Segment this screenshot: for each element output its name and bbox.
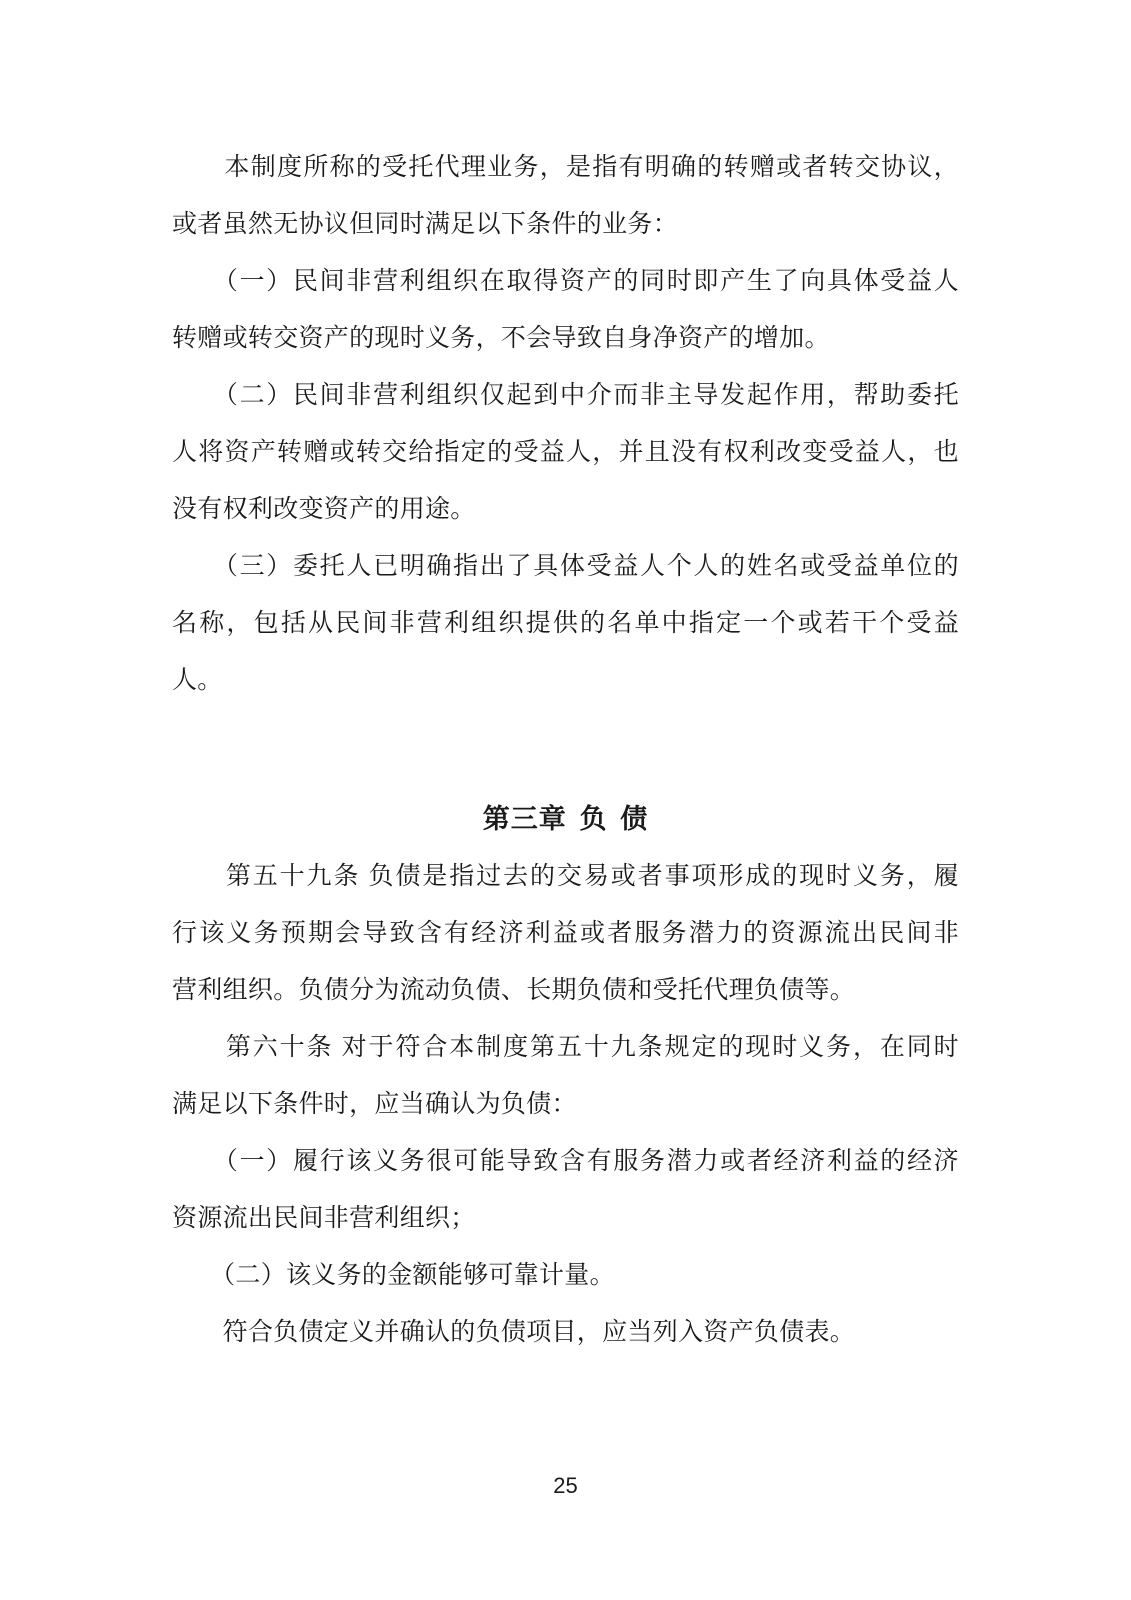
text-line <box>172 1304 959 1361</box>
text-line-content: （三）委托人已明确指出了具体受益人个人的姓名或受益单位的 <box>172 553 961 580</box>
paragraph-block-liabilities <box>172 848 959 1361</box>
text-line <box>172 424 959 481</box>
text-line <box>172 595 959 652</box>
text-line-content: 人将资产转赠或转交给指定的受益人，并且没有权利改变受益人，也 <box>172 439 960 466</box>
text-line <box>172 1019 959 1076</box>
text-line-content: 第六十条 对于符合本制度第五十九条规定的现时义务，在同时 <box>172 1034 961 1061</box>
text-line <box>172 1076 959 1133</box>
text-line-content: 转赠或转交资产的现时义务，不会导致自身净资产的增加。 <box>172 325 830 352</box>
text-line <box>172 538 959 595</box>
document-body <box>172 139 959 1361</box>
text-line-content: （二）该义务的金额能够可靠计量。 <box>172 1262 615 1289</box>
page-number: 25 <box>553 1473 578 1498</box>
text-line-content: （一）民间非营利组织在取得资产的同时即产生了向具体受益人 <box>172 268 961 295</box>
text-line <box>172 367 959 424</box>
text-line-content: 满足以下条件时，应当确认为负债： <box>172 1091 577 1118</box>
text-line-content: 符合负债定义并确认的负债项目，应当列入资产负债表。 <box>172 1319 856 1346</box>
text-line-content: （二）民间非营利组织仅起到中介而非主导发起作用，帮助委托 <box>172 382 961 409</box>
paragraph-block-entrusted-agency <box>172 139 959 709</box>
text-line <box>172 652 959 709</box>
text-line-content: 名称，包括从民间非营利组织提供的名单中指定一个或若干个受益 <box>172 610 961 637</box>
text-line <box>172 1190 959 1247</box>
text-line <box>172 196 959 253</box>
text-line <box>172 253 959 310</box>
text-line <box>172 905 959 962</box>
text-line-content: 第五十九条 负债是指过去的交易或者事项形成的现时义务，履 <box>172 863 961 890</box>
text-line-content: （一）履行该义务很可能导致含有服务潜力或者经济利益的经济 <box>172 1148 961 1175</box>
text-line-content: 没有权利改变资产的用途。 <box>172 496 476 523</box>
text-line-content: 营利组织。负债分为流动负债、长期负债和受托代理负债等。 <box>172 977 856 1004</box>
text-line-content: 行该义务预期会导致含有经济利益或者服务潜力的资源流出民间非 <box>172 920 961 947</box>
text-line-content: 资源流出民间非营利组织； <box>172 1205 476 1232</box>
text-line <box>172 848 959 905</box>
text-line <box>172 1247 959 1304</box>
chapter-heading: 第三章 负 债 <box>482 804 649 834</box>
text-line-content: 人。 <box>172 667 223 694</box>
text-line <box>172 310 959 367</box>
text-line <box>172 481 959 538</box>
text-line <box>172 962 959 1019</box>
text-line-content: 本制度所称的受托代理业务，是指有明确的转赠或者转交协议， <box>172 154 960 181</box>
text-line-content: 或者虽然无协议但同时满足以下条件的业务： <box>172 211 679 238</box>
text-line <box>172 139 959 196</box>
text-line <box>172 1133 959 1190</box>
